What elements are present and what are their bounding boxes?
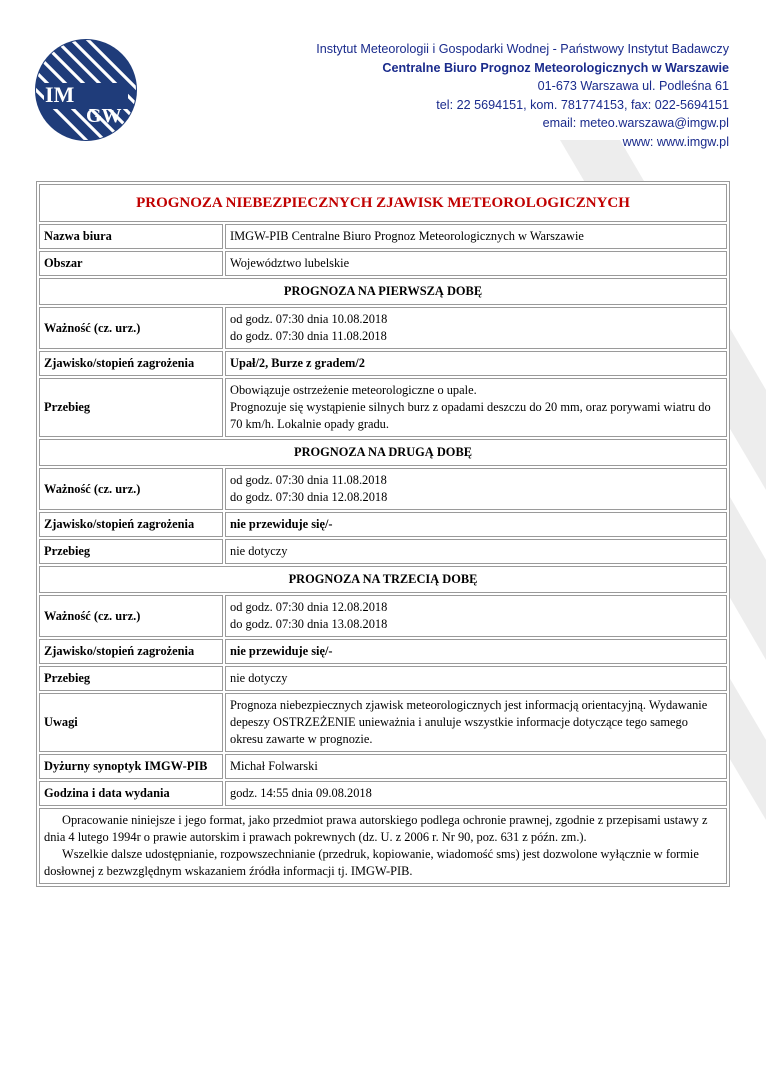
issued-label: Godzina i data wydania [39, 781, 223, 806]
day2-validity-value [225, 468, 727, 510]
forecast-table [36, 181, 730, 887]
issued-value: godz. 14:55 dnia 09.08.2018 [225, 781, 727, 806]
day1-course-value [225, 378, 727, 437]
bureau-name: Centralne Biuro Prognoz Meteorologicznych w Warszawie [382, 60, 729, 75]
day3-phenomenon-label: Zjawisko/stopień zagrożenia [39, 639, 223, 664]
notes-value: Prognoza niebezpiecznych zjawisk meteorologicznych jest informacją orientacyjną. Wydawanie depeszy OSTRZEŻENIE unieważnia i anuluje wszystkie informacje dotyczące tego samego okresu zawarte w prognozie. [225, 693, 727, 752]
address: 01-673 Warszawa ul. Podleśna 61 [537, 79, 729, 94]
day1-course-line2: Prognozuje się wystąpienie silnych burz z opadami deszczu do 20 mm, oraz porywami wiatru do 70 km/h. Lokalnie opady gradu. [230, 400, 711, 431]
office-label: Nazwa biura [39, 224, 223, 249]
day3-validity-value [225, 595, 727, 637]
copyright-paragraph-2: Wszelkie dalsze udostępnianie, rozpowszechnianie (przedruk, kopiowanie, wiadomość sms) jest dozwolone wyłącznie w formie dosłownej z bezwzględnym wskazaniem źródła informacji tj. IMGW-PIB. [44, 847, 699, 878]
day1-phenomenon-value: Upał/2, Burze z gradem/2 [225, 351, 727, 376]
copyright-notice [39, 808, 727, 884]
day1-validity-from: od godz. 07:30 dnia 10.08.2018 [230, 312, 388, 326]
day2-validity-row [39, 468, 727, 510]
duty-value: Michał Folwarski [225, 754, 727, 779]
area-row [39, 251, 727, 276]
day2-phenomenon-row [39, 512, 727, 537]
day3-course-row [39, 666, 727, 691]
notes-row [39, 693, 727, 752]
day3-phenomenon-row [39, 639, 727, 664]
day3-heading: PROGNOZA NA TRZECIĄ DOBĘ [39, 566, 727, 593]
website-info: www: www.imgw.pl [622, 134, 729, 149]
day3-course-label: Przebieg [39, 666, 223, 691]
letterhead [0, 0, 766, 160]
day2-course-label: Przebieg [39, 539, 223, 564]
duty-row [39, 754, 727, 779]
day2-phenomenon-label: Zjawisko/stopień zagrożenia [39, 512, 223, 537]
issued-row [39, 781, 727, 806]
svg-text:GW: GW [86, 105, 122, 127]
day2-phenomenon-value: nie przewiduje się/- [225, 512, 727, 537]
day1-phenomenon-label: Zjawisko/stopień zagrożenia [39, 351, 223, 376]
duty-label: Dyżurny synoptyk IMGW-PIB [39, 754, 223, 779]
area-label: Obszar [39, 251, 223, 276]
day2-validity-from: od godz. 07:30 dnia 11.08.2018 [230, 473, 387, 487]
office-value: IMGW-PIB Centralne Biuro Prognoz Meteorologicznych w Warszawie [225, 224, 727, 249]
day1-phenomenon-row [39, 351, 727, 376]
area-value: Województwo lubelskie [225, 251, 727, 276]
institute-name: Instytut Meteorologii i Gospodarki Wodnej - Państwowy Instytut Badawczy [316, 42, 729, 56]
day3-course-value: nie dotyczy [225, 666, 727, 691]
day3-validity-label: Ważność (cz. urz.) [39, 595, 223, 637]
day2-validity-to: do godz. 07:30 dnia 12.08.2018 [230, 490, 388, 504]
notes-label: Uwagi [39, 693, 223, 752]
day1-validity-row [39, 307, 727, 349]
day3-validity-row [39, 595, 727, 637]
day2-heading: PROGNOZA NA DRUGĄ DOBĘ [39, 439, 727, 466]
day3-validity-to: do godz. 07:30 dnia 13.08.2018 [230, 617, 388, 631]
svg-text:IM: IM [45, 82, 75, 107]
day1-validity-value [225, 307, 727, 349]
day3-phenomenon-value: nie przewiduje się/- [225, 639, 727, 664]
day1-validity-label: Ważność (cz. urz.) [39, 307, 223, 349]
day2-course-row [39, 539, 727, 564]
day1-course-line1: Obowiązuje ostrzeżenie meteorologiczne o upale. [230, 383, 477, 397]
document-title: PROGNOZA NIEBEZPIECZNYCH ZJAWISK METEOROLOGICZNYCH [39, 184, 727, 222]
day1-validity-to: do godz. 07:30 dnia 11.08.2018 [230, 329, 387, 343]
imgw-logo [34, 38, 138, 142]
phone-info: tel: 22 5694151, kom. 781774153, fax: 022-5694151 [436, 97, 729, 112]
day2-course-value: nie dotyczy [225, 539, 727, 564]
day1-course-row [39, 378, 727, 437]
institute-info [316, 40, 729, 152]
office-row [39, 224, 727, 249]
day1-heading: PROGNOZA NA PIERWSZĄ DOBĘ [39, 278, 727, 305]
email-info: email: meteo.warszawa@imgw.pl [542, 116, 729, 131]
day1-course-label: Przebieg [39, 378, 223, 437]
copyright-paragraph-1: Opracowanie niniejsze i jego format, jako przedmiot prawa autorskiego podlega ochronie prawnej, zgodnie z przepisami ustawy z dnia 4 lutego 1994r o prawie autorskim i prawach pokrewnych (dz. U. z 2006 r. Nr 90, poz. 631 z późn. zm.). [44, 813, 708, 844]
day2-validity-label: Ważność (cz. urz.) [39, 468, 223, 510]
day3-validity-from: od godz. 07:30 dnia 12.08.2018 [230, 600, 388, 614]
